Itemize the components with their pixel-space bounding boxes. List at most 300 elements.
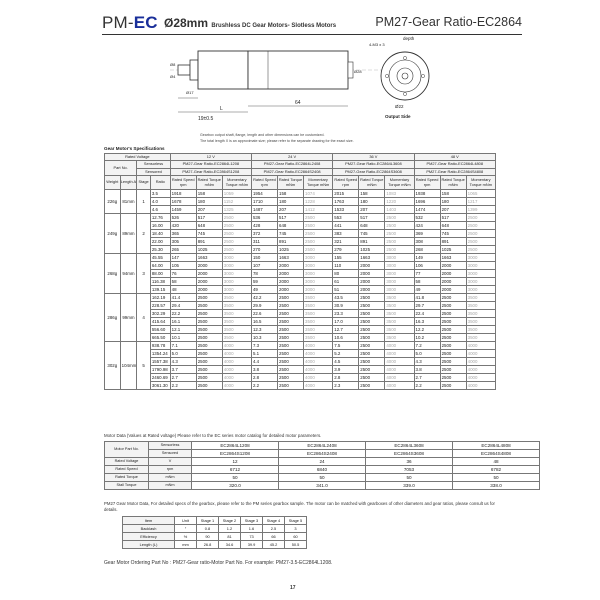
momentary-torque-cell: 3500 — [222, 294, 251, 302]
rated-torque-cell: 517 — [196, 214, 222, 222]
table-row — [105, 374, 496, 382]
momentary-torque-cell: 3000 — [466, 278, 495, 286]
weight-cell: 226g — [105, 190, 121, 214]
rated-speed-cell: 22.6 — [251, 310, 277, 318]
rated-speed-cell: 372 — [251, 230, 277, 238]
table-row — [105, 254, 496, 262]
rated-speed-cell: 12.7 — [333, 326, 359, 334]
stage-value: 66 — [263, 533, 285, 541]
table-row — [123, 517, 307, 525]
momentary-torque-cell: 2500 — [466, 230, 495, 238]
stage-value: 2.5 — [263, 525, 285, 533]
motor-value: 50 — [366, 474, 453, 482]
rated-torque-cell: 517 — [359, 214, 385, 222]
pm27-note: PM27 Gear Motor Data, For detailed specs of the gearbox, please refer to the PM series gearbox sample. The motor can be matched with gearboxes of other diameters and gear ratios, please consult us for details. — [104, 501, 495, 512]
rated-speed-cell: 1710 — [251, 198, 277, 206]
momentary-torque-cell: 4000 — [385, 374, 414, 382]
rated-speed-cell: 58 — [170, 278, 196, 286]
rated-speed-cell: 149 — [414, 254, 440, 262]
momentary-torque-cell: 3500 — [385, 294, 414, 302]
rated-torque-cell: 2500 — [359, 294, 385, 302]
momentary-torque-cell: 3500 — [304, 326, 333, 334]
motor-value: 341.0 — [279, 482, 366, 490]
rated-torque-cell: 2500 — [359, 318, 385, 326]
dim-64: 64 — [295, 100, 301, 106]
rated-torque-cell: 2000 — [278, 270, 304, 278]
rated-speed-cell: 1918 — [170, 190, 196, 198]
momentary-torque-cell: 3000 — [304, 262, 333, 270]
motor-value: 6782 — [453, 466, 540, 474]
motor-value: 48 — [453, 458, 540, 466]
rated-speed-cell: 268 — [414, 246, 440, 254]
stage-header: Stage 4 — [263, 517, 285, 525]
ratio-cell: 556.60 — [150, 326, 170, 334]
dim-depth: depth — [403, 36, 415, 41]
table-row — [105, 382, 496, 390]
momentary-torque-cell: 4000 — [385, 358, 414, 366]
rated-speed-cell: 3.9 — [333, 366, 359, 374]
sensorless-part-no: PM27-Gear Ratio-EC2864L4808 — [414, 161, 495, 169]
column-header: Stage — [137, 176, 151, 190]
momentary-torque-cell: 2500 — [466, 246, 495, 254]
rated-torque-cell: 745 — [440, 230, 466, 238]
column-header: Rated Speed rpm — [333, 176, 359, 190]
momentary-torque-cell: 2500 — [304, 214, 333, 222]
stage-value: 50.5 — [285, 541, 307, 549]
table-row — [105, 474, 540, 482]
voltage-header: 12 V — [170, 154, 251, 161]
rated-speed-cell: 2.7 — [170, 374, 196, 382]
rated-torque-cell: 2500 — [278, 366, 304, 374]
momentary-torque-cell: 2500 — [466, 238, 495, 246]
rated-torque-cell: 1663 — [359, 254, 385, 262]
motor-row-unit: rpm — [149, 466, 192, 474]
momentary-torque-cell: 2500 — [222, 246, 251, 254]
model-title: Ø28mm Brushless DC Gear Motors- Slotless Motors — [164, 16, 337, 30]
ratio-cell: 88.00 — [150, 270, 170, 278]
page-number: 17 — [290, 585, 296, 591]
momentary-torque-cell: 4000 — [222, 382, 251, 390]
momentary-torque-cell: 2500 — [385, 214, 414, 222]
stage-value: 39.9 — [241, 541, 263, 549]
rated-speed-cell: 22.4 — [414, 310, 440, 318]
column-header: Momentary Torque mNm — [385, 176, 414, 190]
motor-row-unit: mNm — [149, 482, 192, 490]
rated-speed-cell: 77 — [414, 270, 440, 278]
rated-torque-cell: 2500 — [440, 294, 466, 302]
voltage-header: 24 V — [251, 154, 332, 161]
column-header: Rated Torque mNm — [359, 176, 385, 190]
momentary-torque-cell: 3500 — [385, 310, 414, 318]
rated-torque-cell: 2500 — [440, 350, 466, 358]
table-row — [105, 302, 496, 310]
momentary-torque-cell: 3000 — [466, 254, 495, 262]
motor-part-label: Motor Part No. — [105, 442, 149, 458]
rated-torque-cell: 207 — [278, 206, 304, 214]
momentary-torque-cell: 2500 — [385, 246, 414, 254]
rated-torque-cell: 2500 — [359, 382, 385, 390]
momentary-torque-cell: 3500 — [304, 334, 333, 342]
rated-torque-cell: 2500 — [196, 326, 222, 334]
table-row — [105, 206, 496, 214]
length-cell: 99mm — [120, 294, 137, 342]
rated-torque-cell: 2500 — [440, 326, 466, 334]
dim-phi22: Ø22 — [395, 104, 404, 109]
momentary-torque-cell: 4000 — [222, 350, 251, 358]
rated-speed-cell: 1954 — [251, 190, 277, 198]
momentary-torque-cell: 1403 — [385, 206, 414, 214]
table-row — [105, 168, 496, 176]
rated-speed-cell: 270 — [251, 246, 277, 254]
momentary-torque-cell: 3500 — [304, 318, 333, 326]
rated-speed-cell: 10.2 — [414, 334, 440, 342]
motor-value: 320.0 — [192, 482, 279, 490]
table-row — [105, 161, 496, 169]
length-cell: 104mm — [120, 342, 137, 390]
momentary-torque-cell: 3000 — [222, 278, 251, 286]
momentary-torque-cell: 4000 — [304, 366, 333, 374]
momentary-torque-cell: 4000 — [385, 342, 414, 350]
momentary-torque-cell: 4000 — [385, 382, 414, 390]
ratio-cell: 2460.69 — [150, 374, 170, 382]
rated-speed-cell: 22.2 — [170, 310, 196, 318]
rated-torque-cell: 2500 — [196, 350, 222, 358]
rated-speed-cell: 365 — [170, 230, 196, 238]
rated-torque-cell: 2500 — [359, 334, 385, 342]
table-row — [123, 525, 307, 533]
rated-speed-cell: 536 — [251, 214, 277, 222]
table-row — [105, 326, 496, 334]
voltage-header: 48 V — [414, 154, 495, 161]
rated-speed-cell: 2.3 — [333, 382, 359, 390]
stage-value: 3 — [285, 525, 307, 533]
rated-torque-cell: 2000 — [196, 286, 222, 294]
momentary-torque-cell: 2500 — [385, 238, 414, 246]
sensored-part-no: PM27-Gear Ratio-EC2864S2408 — [251, 168, 332, 176]
brand: PM-EC — [102, 13, 158, 32]
momentary-torque-cell: 4000 — [466, 358, 495, 366]
rated-torque-cell: 2500 — [196, 334, 222, 342]
rated-torque-cell: 745 — [196, 230, 222, 238]
momentary-torque-cell: 2500 — [304, 222, 333, 230]
stage-header: Stage 3 — [241, 517, 263, 525]
momentary-torque-cell: 3500 — [466, 294, 495, 302]
momentary-torque-cell: 4000 — [304, 382, 333, 390]
momentary-torque-cell: 4000 — [222, 374, 251, 382]
ordering-example: Gear Motor Ordering Part No : PM27-Gear ratio-Motor Part No. For example: PM27-3.5-EC2864L1208. — [104, 560, 333, 566]
rated-speed-cell: 1533 — [333, 206, 359, 214]
rated-speed-cell: 80 — [333, 270, 359, 278]
rated-torque-cell: 2000 — [278, 278, 304, 286]
stage-value: 26.8 — [197, 541, 219, 549]
rated-speed-cell: 369 — [414, 230, 440, 238]
ratio-cell: 3.5 — [150, 190, 170, 198]
dim-L: L — [220, 106, 223, 112]
stage-cell: 1 — [137, 190, 151, 214]
rated-speed-cell: 30.9 — [333, 302, 359, 310]
motor-table-title: Motor Data (Values at Rated voltage) Please refer to the EC series motor catalog for detailed motor parameters. — [104, 433, 322, 438]
stage-header: Item — [123, 517, 175, 525]
motor-value: 50 — [279, 474, 366, 482]
stage-cell: 4 — [137, 294, 151, 342]
rated-speed-cell: 155 — [333, 254, 359, 262]
sensored-part-no: PM27-Gear Ratio-EC2864S4808 — [414, 168, 495, 176]
rated-speed-cell: 1938 — [414, 190, 440, 198]
length-cell: 81mm — [120, 190, 137, 214]
dim-19: 19±0.5 — [198, 116, 214, 122]
ratio-cell: 1790.98 — [150, 366, 170, 374]
momentary-torque-cell: 2500 — [222, 222, 251, 230]
stage-value: 73 — [241, 533, 263, 541]
rated-torque-cell: 1025 — [278, 246, 304, 254]
rated-speed-cell: 78 — [251, 270, 277, 278]
rated-torque-cell: 2000 — [196, 262, 222, 270]
rated-torque-cell: 158 — [440, 190, 466, 198]
momentary-torque-cell: 4000 — [304, 374, 333, 382]
momentary-torque-cell: 4000 — [466, 342, 495, 350]
rated-speed-cell: 41.8 — [414, 294, 440, 302]
column-header: Rated Speed rpm — [414, 176, 440, 190]
momentary-torque-cell: 3500 — [385, 326, 414, 334]
weight-cell: 249g — [105, 214, 121, 254]
rated-speed-cell: 29.7 — [414, 302, 440, 310]
rated-speed-cell: 279 — [333, 246, 359, 254]
momentary-torque-cell: 3500 — [466, 334, 495, 342]
motor-data-table — [104, 441, 540, 490]
voltage-header: 36 V — [333, 154, 414, 161]
momentary-torque-cell: 1152 — [222, 198, 251, 206]
rated-torque-cell: 158 — [278, 190, 304, 198]
rated-speed-cell: 49 — [414, 286, 440, 294]
momentary-torque-cell: 4000 — [466, 374, 495, 382]
momentary-torque-cell: 3500 — [385, 318, 414, 326]
dim-phi4: Ø4 — [170, 74, 176, 79]
stage-value: 90 — [197, 533, 219, 541]
momentary-torque-cell: 4000 — [304, 358, 333, 366]
motor-part-no: EC2864L4808 — [453, 442, 540, 450]
stage-value: 34.6 — [219, 541, 241, 549]
table-row — [105, 214, 496, 222]
momentary-torque-cell: 1065 — [466, 190, 495, 198]
momentary-torque-cell: 3000 — [385, 278, 414, 286]
rated-speed-cell: 526 — [170, 214, 196, 222]
momentary-torque-cell: 3500 — [304, 294, 333, 302]
rated-torque-cell: 2000 — [359, 278, 385, 286]
rated-torque-cell: 207 — [440, 206, 466, 214]
momentary-torque-cell: 3500 — [222, 310, 251, 318]
rated-speed-cell: 3.8 — [251, 366, 277, 374]
momentary-torque-cell: 3000 — [304, 286, 333, 294]
ratio-cell: 4.6 — [150, 206, 170, 214]
motor-part-no: EC2864L2408 — [279, 442, 366, 450]
rated-torque-cell: 2000 — [440, 286, 466, 294]
table-row — [105, 458, 540, 466]
momentary-torque-cell: 3000 — [222, 270, 251, 278]
motor-value: 50 — [453, 474, 540, 482]
momentary-torque-cell: 1325 — [222, 206, 251, 214]
column-header: Rated Speed rpm — [170, 176, 196, 190]
momentary-torque-cell: 3500 — [466, 302, 495, 310]
motor-row-label: Rated Speed — [105, 466, 149, 474]
rated-torque-cell: 2500 — [359, 366, 385, 374]
momentary-torque-cell: 3500 — [466, 326, 495, 334]
momentary-torque-cell: 3500 — [466, 310, 495, 318]
table-row — [105, 318, 496, 326]
rated-torque-cell: 2500 — [278, 310, 304, 318]
rated-speed-cell: 5.1 — [251, 350, 277, 358]
motor-value: 6840 — [279, 466, 366, 474]
stage-value: % — [175, 533, 197, 541]
rated-speed-cell: 49 — [251, 286, 277, 294]
rated-speed-cell: 265 — [170, 246, 196, 254]
stage-cell: 2 — [137, 214, 151, 254]
dim-phi8: Ø8 — [170, 62, 176, 67]
momentary-torque-cell: 1399 — [466, 206, 495, 214]
column-header: Rated Torque mNm — [440, 176, 466, 190]
column-header: Length A — [120, 176, 137, 190]
rated-torque-cell: 517 — [278, 214, 304, 222]
rated-torque-cell: 2000 — [359, 286, 385, 294]
momentary-torque-cell: 3000 — [385, 254, 414, 262]
column-header: Weight — [105, 176, 121, 190]
momentary-torque-cell: 4000 — [385, 350, 414, 358]
rated-speed-cell: 308 — [414, 238, 440, 246]
rated-torque-cell: 2500 — [440, 334, 466, 342]
rated-torque-cell: 2500 — [440, 358, 466, 366]
table-row — [105, 350, 496, 358]
motor-part-no: EC2864S1208 — [192, 450, 279, 458]
rated-torque-cell: 2500 — [440, 310, 466, 318]
sensorless-label: Sensorless — [149, 442, 192, 450]
momentary-torque-cell: 3500 — [385, 302, 414, 310]
weight-cell: 302g — [105, 342, 121, 390]
ratio-cell: 938.78 — [150, 342, 170, 350]
momentary-torque-cell: 1074 — [304, 190, 333, 198]
rated-torque-cell: 745 — [278, 230, 304, 238]
motor-value: 339.0 — [366, 482, 453, 490]
rated-speed-cell: 3.7 — [170, 366, 196, 374]
rated-torque-cell: 2500 — [278, 358, 304, 366]
table-row — [105, 286, 496, 294]
rated-speed-cell: 7.5 — [333, 342, 359, 350]
dim-4-m3: 4-M3 x 3 — [369, 42, 385, 47]
motor-value: 36 — [366, 458, 453, 466]
ratio-cell: 45.55 — [150, 254, 170, 262]
rated-torque-cell: 2500 — [440, 342, 466, 350]
rated-speed-cell: 1678 — [170, 198, 196, 206]
table-row — [105, 442, 540, 450]
rated-speed-cell: 3.8 — [414, 366, 440, 374]
motor-value: 12 — [192, 458, 279, 466]
momentary-torque-cell: 1228 — [304, 198, 333, 206]
rated-speed-cell: 16.5 — [251, 318, 277, 326]
rated-torque-cell: 2500 — [278, 374, 304, 382]
note-line-1: Gearbox output shaft, flange, length and other dimensions can be customized. — [200, 133, 325, 137]
rated-torque-cell: 2000 — [359, 270, 385, 278]
rated-speed-cell: 7.1 — [170, 342, 196, 350]
rated-speed-cell: 107 — [251, 262, 277, 270]
rated-speed-cell: 4.3 — [170, 358, 196, 366]
momentary-torque-cell: 1059 — [222, 190, 251, 198]
rated-speed-cell: 1696 — [414, 198, 440, 206]
table-row — [105, 238, 496, 246]
rated-speed-cell: 441 — [333, 222, 359, 230]
ratio-title: PM27-Gear Ratio-EC2864 — [375, 15, 522, 29]
momentary-torque-cell: 4000 — [466, 382, 495, 390]
ratio-cell: 1557.38 — [150, 358, 170, 366]
momentary-torque-cell: 3000 — [385, 286, 414, 294]
momentary-torque-cell: 2500 — [385, 222, 414, 230]
motor-value: 50 — [192, 474, 279, 482]
rated-speed-cell: 5.0 — [170, 350, 196, 358]
table-row — [123, 541, 307, 549]
rated-torque-cell: 2500 — [196, 374, 222, 382]
momentary-torque-cell: 3000 — [222, 262, 251, 270]
momentary-torque-cell: 2500 — [385, 230, 414, 238]
rated-torque-cell: 891 — [196, 238, 222, 246]
sensorless-part-no: PM27-Gear Ratio-EC2864L3608 — [333, 161, 414, 169]
rated-speed-cell: 311 — [251, 238, 277, 246]
momentary-torque-cell: 3000 — [222, 286, 251, 294]
momentary-torque-cell: 4000 — [222, 358, 251, 366]
rated-torque-cell: 745 — [359, 230, 385, 238]
motor-part-no: EC2864S4808 — [453, 450, 540, 458]
stage-row-label: Backlash — [123, 525, 175, 533]
rated-speed-cell: 10.3 — [251, 334, 277, 342]
rated-torque-cell: 2500 — [278, 294, 304, 302]
table-row — [105, 230, 496, 238]
rated-torque-cell: 648 — [359, 222, 385, 230]
rated-speed-cell: 42.2 — [251, 294, 277, 302]
momentary-torque-cell: 3500 — [222, 318, 251, 326]
stage-header: Stage 1 — [197, 517, 219, 525]
part-no-label: Part No. — [105, 161, 137, 176]
rated-torque-cell: 2000 — [196, 270, 222, 278]
ratio-cell: 139.15 — [150, 286, 170, 294]
rated-torque-cell: 2500 — [359, 310, 385, 318]
motor-part-no: EC2864L3608 — [366, 442, 453, 450]
table-row — [105, 366, 496, 374]
momentary-torque-cell: 3000 — [304, 254, 333, 262]
rated-torque-cell: 207 — [196, 206, 222, 214]
rated-torque-cell: 2500 — [278, 302, 304, 310]
ratio-cell: 22.00 — [150, 238, 170, 246]
momentary-torque-cell: 3000 — [385, 262, 414, 270]
rated-speed-cell: 1459 — [170, 206, 196, 214]
rated-torque-cell: 158 — [196, 190, 222, 198]
motor-row-label: Stall Torque — [105, 482, 149, 490]
momentary-torque-cell: 4000 — [304, 342, 333, 350]
rated-speed-cell: 58 — [414, 278, 440, 286]
length-cell: 94mm — [120, 254, 137, 294]
momentary-torque-cell: 4000 — [385, 366, 414, 374]
momentary-torque-cell: 4000 — [466, 366, 495, 374]
column-header: Rated Torque mNm — [278, 176, 304, 190]
stage-header: Stage 2 — [219, 517, 241, 525]
stage-header: Unit — [175, 517, 197, 525]
rated-speed-cell: 1763 — [333, 198, 359, 206]
rated-speed-cell: 1474 — [414, 206, 440, 214]
rated-torque-cell: 2500 — [359, 374, 385, 382]
rated-torque-cell: 648 — [278, 222, 304, 230]
rated-torque-cell: 2000 — [196, 278, 222, 286]
rated-speed-cell: 420 — [170, 222, 196, 230]
momentary-torque-cell: 3500 — [222, 326, 251, 334]
rated-torque-cell: 1663 — [278, 254, 304, 262]
momentary-torque-cell: 2500 — [222, 238, 251, 246]
rated-torque-cell: 2500 — [196, 294, 222, 302]
rated-torque-cell: 180 — [359, 198, 385, 206]
